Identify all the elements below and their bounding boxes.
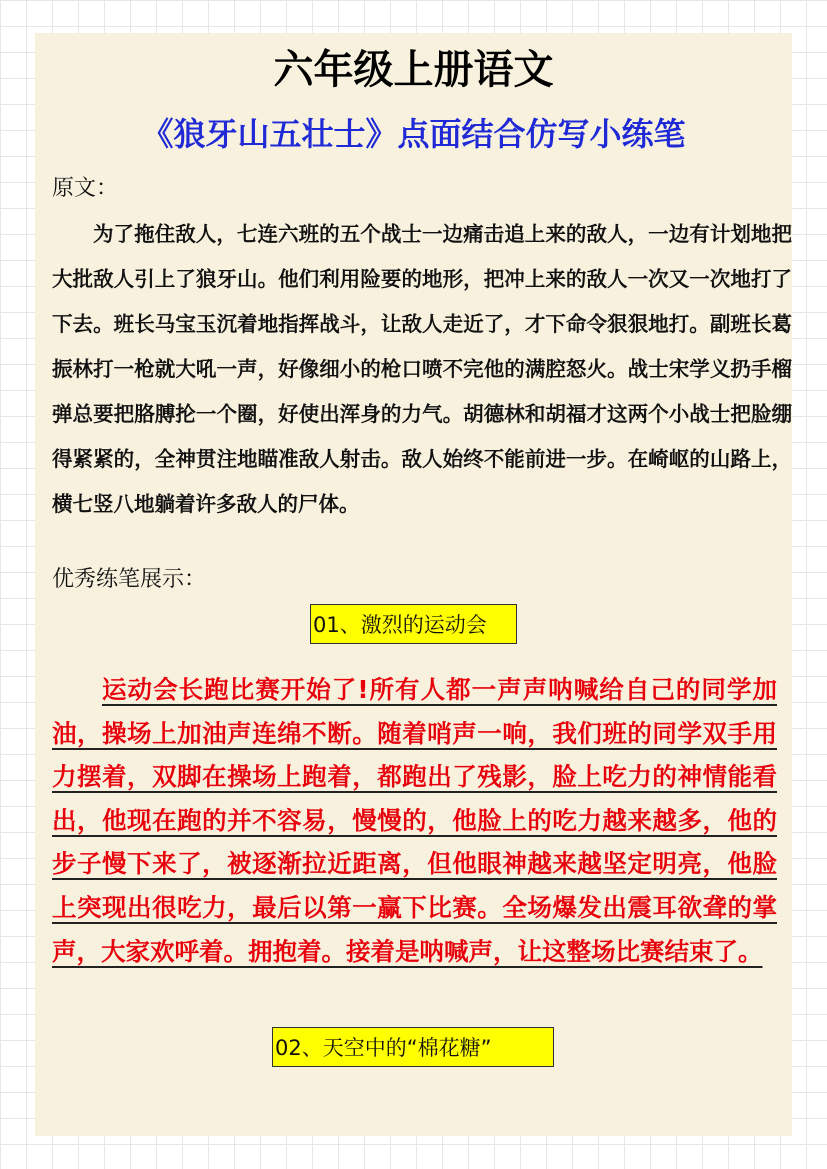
essay-text-1: 运动会长跑比赛开始了!所有人都一声声呐喊给自己的同学加油，操场上加油声连绵不断。随着哨声一响，我们班的同学双手用力摆着，双脚在操场上跑着，都跑出了残影，脸上吃力的神情能看出，他现在跑的并不容易，慢慢的，他脸上的吃力越来越多，他的步子慢下来了，被逐渐拉近距离，但他眼神越来越坚定明亮，他脸上突现出很吃力，最后以第一赢下比赛。全场爆发出震耳欲聋的掌声，大家欢呼着。拥抱着。接着是呐喊声，让这整场比赛结束了。 [52, 675, 777, 966]
page-title: 六年级上册语文 [273, 47, 554, 93]
essay-heading-1: 01、激烈的运动会 [310, 604, 517, 644]
page-subtitle: 《狼牙山五壮士》点面结合仿写小练笔 [141, 115, 686, 153]
original-label: 原文： [52, 176, 119, 201]
original-text: 为了拖住敌人，七连六班的五个战士一边痛击追上来的敌人，一边有计划地把大批敌人引上了狼牙山。他们利用险要的地形，把冲上来的敌人一次又一次地打了下去。班长马宝玉沉着地指挥战斗，让敌人走近了，才下命令狠狠地打。副班长葛振林打一枪就大吼一声，好像细小的枪口喷不完他的满腔怒火。战士宋学义扔手榴弹总要把胳膊抡一个圈，好使出浑身的力气。胡德林和胡福才这两个小战士把脸绷得紧紧的，全神贯注地瞄准敌人射击。敌人始终不能前进一步。在崎岖的山路上，横七竖八地躺着许多敌人的尸体。 [52, 222, 792, 516]
showcase-label: 优秀练笔展示： [52, 567, 207, 592]
essay-heading-2: 02、天空中的“棉花糖” [272, 1027, 554, 1067]
